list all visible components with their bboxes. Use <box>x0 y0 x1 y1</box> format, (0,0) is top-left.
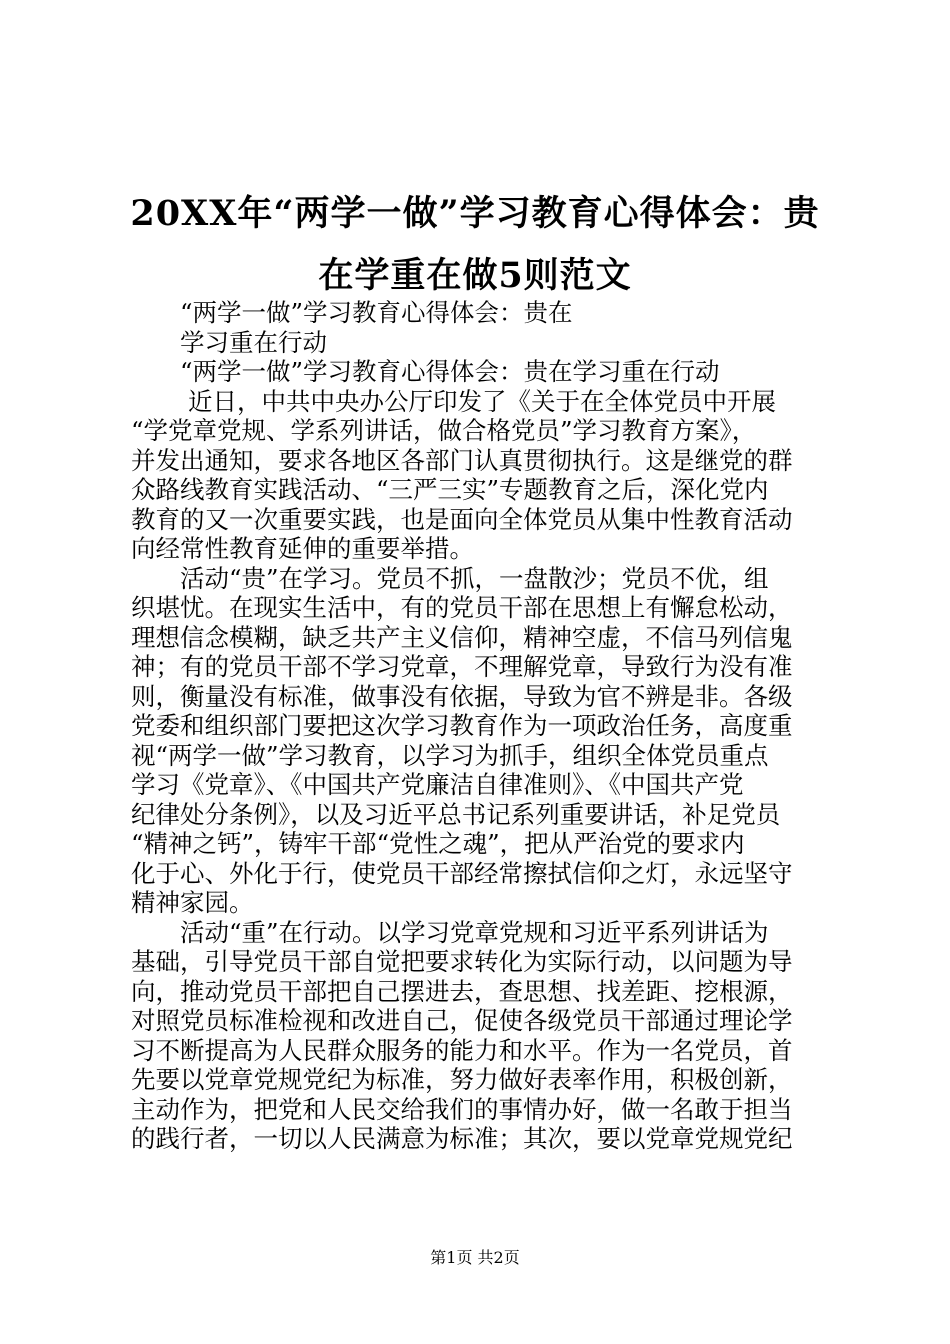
text-line: 先要以党章党规党纪为标准，努力做好表率作用，积极创新， <box>131 1065 793 1094</box>
text-line: 活动“贵”在学习。党员不抓，一盘散沙；党员不优，组 <box>180 563 769 593</box>
text-line: 神；有的党员干部不学习党章，不理解党章，导致行为没有准 <box>131 652 793 681</box>
text-line: 则，衡量没有标准，做事没有依据，导致为官不辨是非。各级 <box>131 681 793 711</box>
page-footer: 第1页 共2页 <box>430 1248 520 1267</box>
document-title-line-2: 在学重在做5则范文 <box>318 255 632 296</box>
text-line: “两学一做”学习教育心得体会：贵在学习重在行动 <box>180 357 720 386</box>
text-line: 的践行者，一切以人民满意为标准；其次，要以党章党规党纪 <box>131 1124 793 1153</box>
document-body <box>131 298 831 1154</box>
text-line: 织堪忧。在现实生活中，有的党员干部在思想上有懈怠松动， <box>131 593 793 622</box>
text-line: “精神之钙”，铸牢干部“党性之魂”，把从严治党的要求内 <box>131 829 745 858</box>
text-line: 众路线教育实践活动、“三严三实”专题教育之后，深化党内 <box>131 475 769 504</box>
text-line: “两学一做”学习教育心得体会：贵在 <box>180 298 573 327</box>
text-line: 近日，中共中央办公厅印发了《关于在全体党员中开展 <box>188 386 776 416</box>
text-line: 主动作为，把党和人民交给我们的事情办好，做一名敢于担当 <box>131 1094 793 1124</box>
text-line: 纪律处分条例》，以及习近平总书记系列重要讲话，补足党员 <box>131 799 781 829</box>
text-line: 活动“重”在行动。以学习党章党规和习近平系列讲话为 <box>180 917 769 947</box>
document-title-line-1: 20XX年“两学一做”学习教育心得体会：贵 <box>130 193 820 234</box>
text-line: 视“两学一做”学习教育，以学习为抓手，组织全体党员重点 <box>131 740 769 770</box>
text-line: 习不断提高为人民群众服务的能力和水平。作为一名党员，首 <box>131 1035 793 1065</box>
text-line: 对照党员标准检视和改进自己，促使各级党员干部通过理论学 <box>131 1006 793 1035</box>
text-line: 精神家园。 <box>131 888 254 917</box>
text-line: 学习重在行动 <box>180 327 327 357</box>
text-line: 基础，引导党员干部自觉把要求转化为实际行动，以问题为导 <box>131 947 793 976</box>
text-line: 并发出通知，要求各地区各部门认真贯彻执行。这是继党的群 <box>131 445 793 475</box>
text-line: 向经常性教育延伸的重要举措。 <box>131 534 474 563</box>
text-line: 向，推动党员干部把自己摆进去，查思想、找差距、挖根源， <box>131 976 793 1006</box>
text-line: 化于心、外化于行，使党员干部经常擦拭信仰之灯，永远坚守 <box>131 858 793 888</box>
text-line: 教育的又一次重要实践，也是面向全体党员从集中性教育活动 <box>131 504 793 534</box>
text-line: 理想信念模糊，缺乏共产主义信仰，精神空虚，不信马列信鬼 <box>131 622 793 652</box>
text-line: “学党章党规、学系列讲话，做合格党员”学习教育方案》， <box>131 416 757 445</box>
text-line: 学习《党章》、《中国共产党廉洁自律准则》、《中国共产党 <box>131 770 744 799</box>
text-line: 党委和组织部门要把这次学习教育作为一项政治任务，高度重 <box>131 711 793 740</box>
